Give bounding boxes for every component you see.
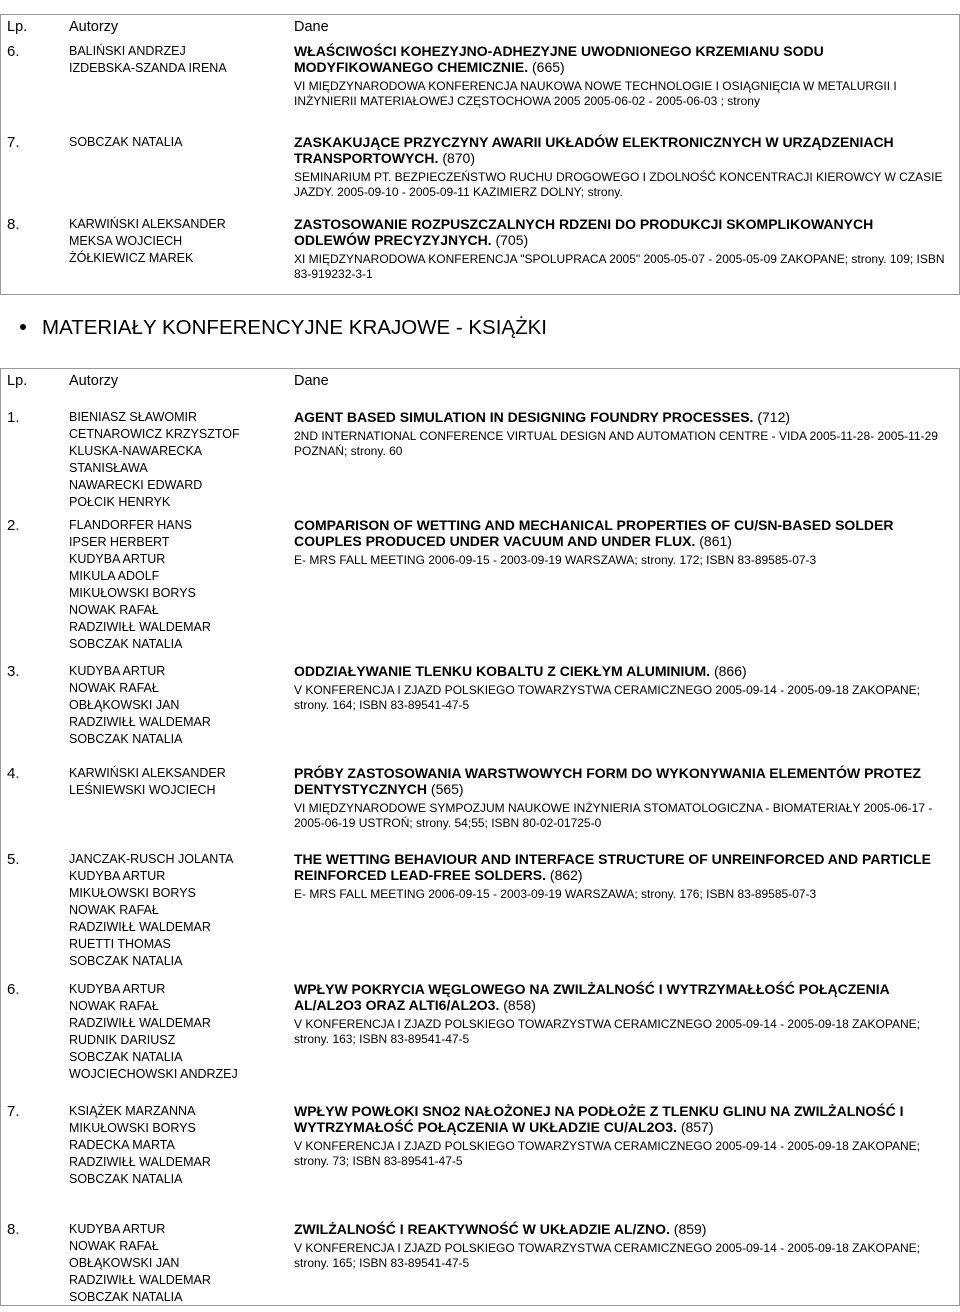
author-name: KSIĄŻEK MARZANNA (69, 1104, 196, 1118)
header-lp: Lp. (7, 373, 28, 389)
author-name: RADZIWIŁŁ WALDEMAR (69, 1273, 211, 1287)
author-name: NOWAK RAFAŁ (69, 681, 159, 695)
author-name: FLANDORFER HANS (69, 518, 192, 532)
author-name: RADZIWIŁŁ WALDEMAR (69, 620, 211, 634)
bullet-icon (20, 324, 26, 330)
author-name: SOBCZAK NATALIA (69, 1050, 183, 1064)
publication-details (294, 981, 949, 1047)
author-list (69, 851, 233, 970)
author-name: SOBCZAK NATALIA (69, 732, 183, 746)
author-name: NAWARECKI EDWARD (69, 478, 203, 492)
publication-details (294, 851, 949, 902)
publication-title-block (294, 851, 949, 883)
author-name: KLUSKA-NAWARECKA (69, 444, 203, 458)
header-lp: Lp. (7, 19, 28, 35)
row-number: 8. (7, 216, 20, 233)
header-autorzy: Autorzy (69, 373, 119, 389)
publication-title: AGENT BASED SIMULATION IN DESIGNING FOUNDRY PROCESSES. (294, 409, 754, 425)
row-number: 7. (7, 134, 20, 151)
author-name: KUDYBA ARTUR (69, 869, 166, 883)
author-name: NOWAK RAFAŁ (69, 1239, 159, 1253)
row-number: 5. (7, 851, 20, 868)
author-name: OBŁĄKOWSKI JAN (69, 1256, 180, 1270)
publication-code: (862) (549, 867, 583, 883)
publication-details (294, 1221, 949, 1271)
publication-code: (861) (699, 533, 732, 549)
row-number: 6. (7, 981, 20, 998)
header-autorzy: Autorzy (69, 19, 119, 35)
conference-info: E- MRS FALL MEETING 2006-09-15 - 2003-09-19 WARSZAWA; strony. 176; ISBN 83-89585-07-3 (294, 887, 817, 901)
row-number: 3. (7, 663, 20, 680)
table-header (1, 15, 959, 41)
publication-code: (857) (680, 1119, 714, 1135)
row-number: 1. (7, 409, 20, 426)
author-name: JANCZAK-RUSCH JOLANTA (69, 852, 234, 866)
publication-details (294, 765, 949, 831)
author-list (69, 765, 226, 799)
author-name: KUDYBA ARTUR (69, 664, 166, 678)
author-name: RADZIWIŁŁ WALDEMAR (69, 920, 211, 934)
conference-info: V KONFERENCJA I ZJAZD POLSKIEGO TOWARZYSTWA CERAMICZNEGO 2005-09-14 - 2005-09-18 ZAKOPANE; strony. 73; ISBN 83-89541-47-5 (294, 1139, 920, 1168)
author-name: RUDNIK DARIUSZ (69, 1033, 176, 1047)
publication-title: COMPARISON OF WETTING AND MECHANICAL PROPERTIES OF CU/SN-BASED SOLDER COUPLES PRODUCED UNDER VACUUM AND UNDER FLUX. (294, 517, 894, 549)
author-name: RADECKA MARTA (69, 1138, 175, 1152)
conference-info: V KONFERENCJA I ZJAZD POLSKIEGO TOWARZYSTWA CERAMICZNEGO 2005-09-14 - 2005-09-18 ZAKOPANE; strony. 163; ISBN 83-89541-47-5 (294, 1017, 920, 1046)
author-name: IPSER HERBERT (69, 535, 170, 549)
publication-title: WŁAŚCIWOŚCI KOHEZYJNO-ADHEZYJNE UWODNIONEGO KRZEMIANU SODU MODYFIKOWANEGO CHEMICZNIE. (294, 43, 824, 75)
author-name: NOWAK RAFAŁ (69, 999, 159, 1013)
publication-title: WPŁYW POWŁOKI SNO2 NAŁOŻONEJ NA PODŁOŻE Z TLENKU GLINU NA ZWILŻALNOŚĆ I WYTRZYMAŁOŚĆ POŁĄCZENIA W UKŁADZIE CU/AL2O3. (294, 1103, 904, 1135)
author-name: ŻÓŁKIEWICZ MAREK (69, 251, 194, 265)
author-name: RADZIWIŁŁ WALDEMAR (69, 1155, 211, 1169)
table-header (1, 369, 959, 395)
publication-title: ODDZIAŁYWANIE TLENKU KOBALTU Z CIEKŁYM ALUMINIUM. (294, 663, 711, 679)
author-name: RADZIWIŁŁ WALDEMAR (69, 1016, 211, 1030)
author-list (69, 517, 211, 653)
conference-info: SEMINARIUM PT. BEZPIECZEŃSTWO RUCHU DROGOWEGO I ZDOLNOŚĆ KONCENTRACJI KIEROWCY W CZASIE JAZDY. 2005-09-10 - 2005-09-11 KAZIMIERZ DOLNY; strony. (294, 170, 943, 199)
publication-title-block (294, 765, 949, 797)
author-name: MIKULA ADOLF (69, 569, 160, 583)
author-name: RUETTI THOMAS (69, 937, 171, 951)
author-name: NOWAK RAFAŁ (69, 603, 159, 617)
author-name: MIKUŁOWSKI BORYS (69, 886, 196, 900)
conference-info: 2ND INTERNATIONAL CONFERENCE VIRTUAL DESIGN AND AUTOMATION CENTRE - VIDA 2005-11-28- 2005-11-29 POZNAŃ; strony. 60 (294, 429, 938, 458)
publications-table-2 (0, 368, 960, 1306)
conference-info: V KONFERENCJA I ZJAZD POLSKIEGO TOWARZYSTWA CERAMICZNEGO 2005-09-14 - 2005-09-18 ZAKOPANE; strony. 165; ISBN 83-89541-47-5 (294, 1241, 920, 1270)
publication-details (294, 216, 949, 282)
publication-title-block (294, 981, 949, 1013)
publication-code: (859) (673, 1221, 707, 1237)
author-name: MIKUŁOWSKI BORYS (69, 1121, 196, 1135)
author-name: BIENIASZ SŁAWOMIR (69, 410, 198, 424)
row-number: 4. (7, 765, 20, 782)
author-name: SOBCZAK NATALIA (69, 954, 183, 968)
publication-code: (565) (430, 781, 464, 797)
author-name: BALIŃSKI ANDRZEJ (69, 44, 186, 58)
publications-table-1 (0, 14, 960, 295)
section-heading (20, 316, 547, 340)
publication-code: (665) (532, 59, 565, 75)
publication-details (294, 409, 949, 459)
section-title: MATERIAŁY KONFERENCYJNE KRAJOWE - KSIĄŻKI (42, 316, 547, 339)
publication-title-block (294, 134, 949, 166)
publication-title-block (294, 517, 949, 549)
conference-info: E- MRS FALL MEETING 2006-09-15 - 2003-09-19 WARSZAWA; strony. 172; ISBN 83-89585-07-3 (294, 553, 817, 567)
row-number: 6. (7, 43, 20, 60)
author-name: SOBCZAK NATALIA (69, 135, 183, 149)
author-list (69, 409, 240, 511)
author-list (69, 981, 238, 1083)
author-name: NOWAK RAFAŁ (69, 903, 159, 917)
header-dane: Dane (294, 19, 329, 35)
conference-info: V KONFERENCJA I ZJAZD POLSKIEGO TOWARZYSTWA CERAMICZNEGO 2005-09-14 - 2005-09-18 ZAKOPANE; strony. 164; ISBN 83-89541-47-5 (294, 683, 920, 712)
author-name: MIKUŁOWSKI BORYS (69, 586, 196, 600)
author-list (69, 663, 211, 748)
conference-info: VI MIĘDZYNARODOWA KONFERENCJA NAUKOWA NOWE TECHNOLOGIE I OSIĄGNIĘCIA W METALURGII I INŻYNIERII MATERIAŁOWEJ CZĘSTOCHOWA 2005 2005-06-02 - 2005-06-03 ; strony (294, 79, 897, 108)
publication-code: (705) (495, 232, 529, 248)
publication-details (294, 517, 949, 568)
author-list (69, 216, 226, 267)
author-name: SOBCZAK NATALIA (69, 1290, 183, 1304)
publication-code: (712) (757, 409, 791, 425)
author-name: KUDYBA ARTUR (69, 1222, 166, 1236)
conference-info: VI MIĘDZYNARODOWE SYMPOZJUM NAUKOWE INŻYNIERIA STOMATOLOGICZNA - BIOMATERIAŁY 2005-06-17 - 2005-06-19 USTROŃ; strony. 54;55; ISBN 80-02-01725-0 (294, 801, 933, 830)
author-name: POŁCIK HENRYK (69, 495, 171, 509)
publication-code: (858) (503, 997, 536, 1013)
author-name: IZDEBSKA-SZANDA IRENA (69, 61, 227, 75)
row-number: 7. (7, 1103, 20, 1120)
publication-title: WPŁYW POKRYCIA WĘGLOWEGO NA ZWILŻALNOŚĆ I WYTRZYMAŁŁOŚĆ POŁĄCZENIA AL/AL2O3 ORAZ ALTI6/AL2O3. (294, 981, 890, 1013)
author-name: KARWIŃSKI ALEKSANDER (69, 217, 226, 231)
publication-title-block (294, 1103, 949, 1135)
publication-title-block (294, 663, 949, 679)
author-name: KUDYBA ARTUR (69, 982, 166, 996)
publication-title-block (294, 1221, 949, 1237)
row-number: 8. (7, 1221, 20, 1238)
author-list (69, 43, 227, 77)
author-name: KARWIŃSKI ALEKSANDER (69, 766, 226, 780)
author-name: RADZIWIŁŁ WALDEMAR (69, 715, 211, 729)
publication-title-block (294, 216, 949, 248)
publication-title-block (294, 409, 949, 425)
conference-info: XI MIĘDZYNARODOWA KONFERENCJA "SPOLUPRACA 2005" 2005-05-07 - 2005-05-09 ZAKOPANE; strony. 109; ISBN 83-919232-3-1 (294, 252, 945, 281)
author-list (69, 1221, 211, 1306)
author-name: KUDYBA ARTUR (69, 552, 166, 566)
author-list (69, 1103, 211, 1188)
header-dane: Dane (294, 373, 329, 389)
publication-code: (870) (442, 150, 475, 166)
publication-title: THE WETTING BEHAVIOUR AND INTERFACE STRUCTURE OF UNREINFORCED AND PARTICLE REINFORCED LEAD-FREE SOLDERS. (294, 851, 931, 883)
author-name: LEŚNIEWSKI WOJCIECH (69, 783, 216, 797)
author-name: CETNAROWICZ KRZYSZTOF (69, 427, 240, 441)
author-name: OBŁĄKOWSKI JAN (69, 698, 180, 712)
author-name: SOBCZAK NATALIA (69, 637, 183, 651)
publication-details (294, 43, 949, 109)
publication-details (294, 1103, 949, 1169)
publication-title-block (294, 43, 949, 75)
publication-title: PRÓBY ZASTOSOWANIA WARSTWOWYCH FORM DO WYKONYWANIA ELEMENTÓW PROTEZ DENTYSTYCZNYCH (294, 765, 921, 797)
publication-title: ZASKAKUJĄCE PRZYCZYNY AWARII UKŁADÓW ELEKTRONICZNYCH W URZĄDZENIACH TRANSPORTOWYCH. (294, 134, 894, 166)
publication-title: ZASTOSOWANIE ROZPUSZCZALNYCH RDZENI DO PRODUKCJI SKOMPLIKOWANYCH ODLEWÓW PRECYZYJNYCH. (294, 216, 874, 248)
publication-details (294, 663, 949, 713)
author-name: WOJCIECHOWSKI ANDRZEJ (69, 1067, 238, 1081)
author-name: STANISŁAWA (69, 461, 148, 475)
author-name: MEKSA WOJCIECH (69, 234, 183, 248)
author-list (69, 134, 182, 151)
publication-code: (866) (713, 663, 747, 679)
publication-details (294, 134, 949, 200)
author-name: SOBCZAK NATALIA (69, 1172, 183, 1186)
row-number: 2. (7, 517, 20, 534)
publication-title: ZWILŻALNOŚĆ I REAKTYWNOŚĆ W UKŁADZIE AL/ZNO. (294, 1221, 670, 1237)
